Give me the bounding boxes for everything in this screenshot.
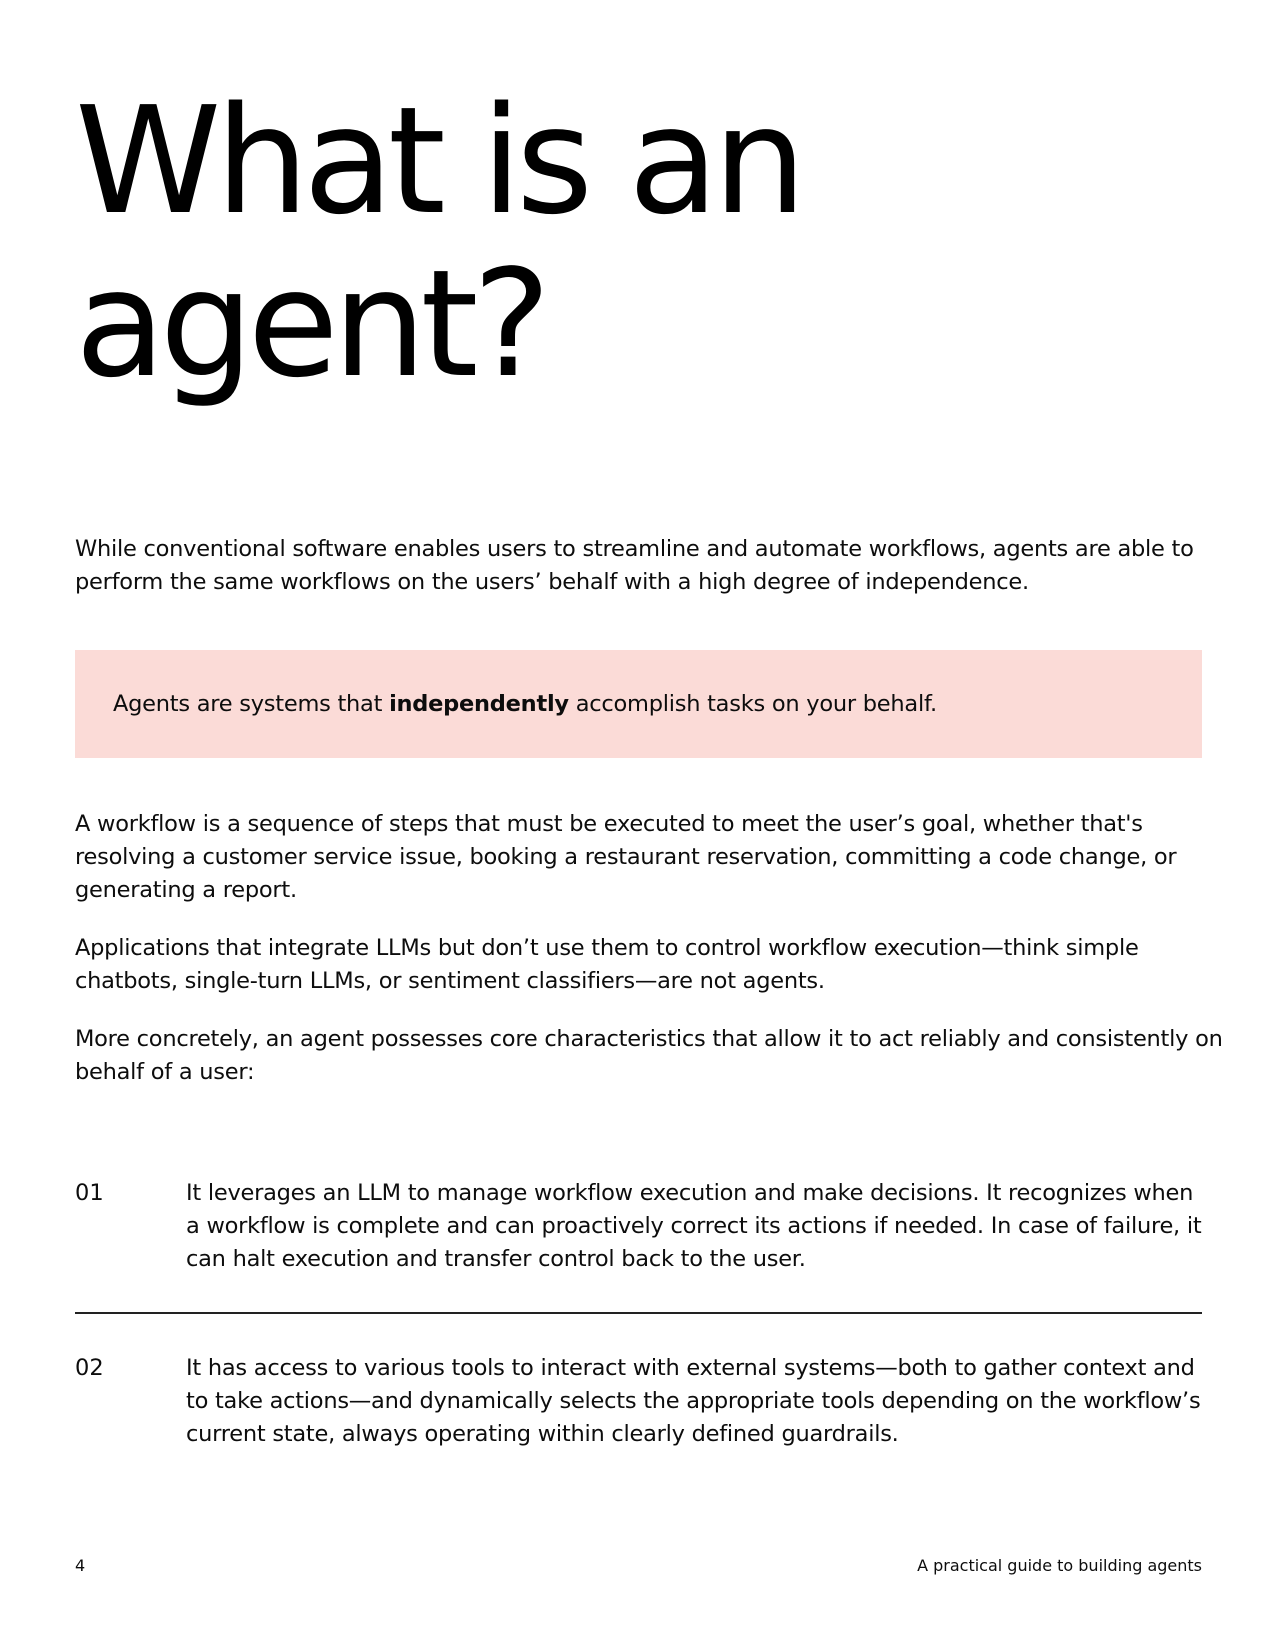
list-item-number: 01 <box>75 1180 104 1206</box>
page-title-line-2: agent? <box>75 238 546 410</box>
callout-text-after: accomplish tasks on your behalf. <box>568 690 937 717</box>
paragraph-characteristics: More concretely, an agent possesses core characteristics that allow it to act reliably and consistently on behalf of a user: <box>75 1026 1223 1085</box>
callout-bold-word: independently <box>389 690 569 717</box>
callout-text-before: Agents are systems that <box>113 690 390 717</box>
definition-callout <box>75 650 1202 758</box>
document-title: A practical guide to building agents <box>917 1556 1202 1575</box>
list-item-text: It leverages an LLM to manage workflow execution and make decisions. It recognizes when a workflow is complete and can proactively correct its actions if needed. In case of failure, it can halt execution and transfer control back to the user. <box>186 1180 1202 1272</box>
characteristics-list <box>75 1177 1202 1451</box>
body-paragraphs <box>75 808 1225 1114</box>
callout-text <box>113 688 937 721</box>
intro-paragraph: While conventional software enables users to streamline and automate workflows, agents are able to perform the same workflows on the users’ behalf with a high degree of independence. <box>75 536 1194 595</box>
list-item-text: It has access to various tools to interact with external systems—both to gather context and to take actions—and dynamically selects the appropriate tools depending on the workflow’s current state, always operating within clearly defined guardrails. <box>186 1354 1201 1447</box>
list-item <box>75 1177 1202 1276</box>
page-footer <box>75 1556 1202 1576</box>
page-title-line-1: What is an <box>75 75 801 247</box>
list-item <box>75 1352 1202 1451</box>
paragraph-not-agents: Applications that integrate LLMs but don’t use them to control workflow execution—think simple chatbots, single-turn LLMs, or sentiment classifiers—are not agents. <box>75 935 1139 994</box>
list-item-number: 02 <box>75 1354 104 1381</box>
list-divider <box>75 1312 1202 1314</box>
paragraph-workflow: A workflow is a sequence of steps that must be executed to meet the user’s goal, whether that's resolving a customer service issue, booking a restaurant reservation, committing a code change, or generating a report. <box>75 811 1177 903</box>
page-title <box>75 75 975 410</box>
page-number: 4 <box>75 1556 86 1575</box>
